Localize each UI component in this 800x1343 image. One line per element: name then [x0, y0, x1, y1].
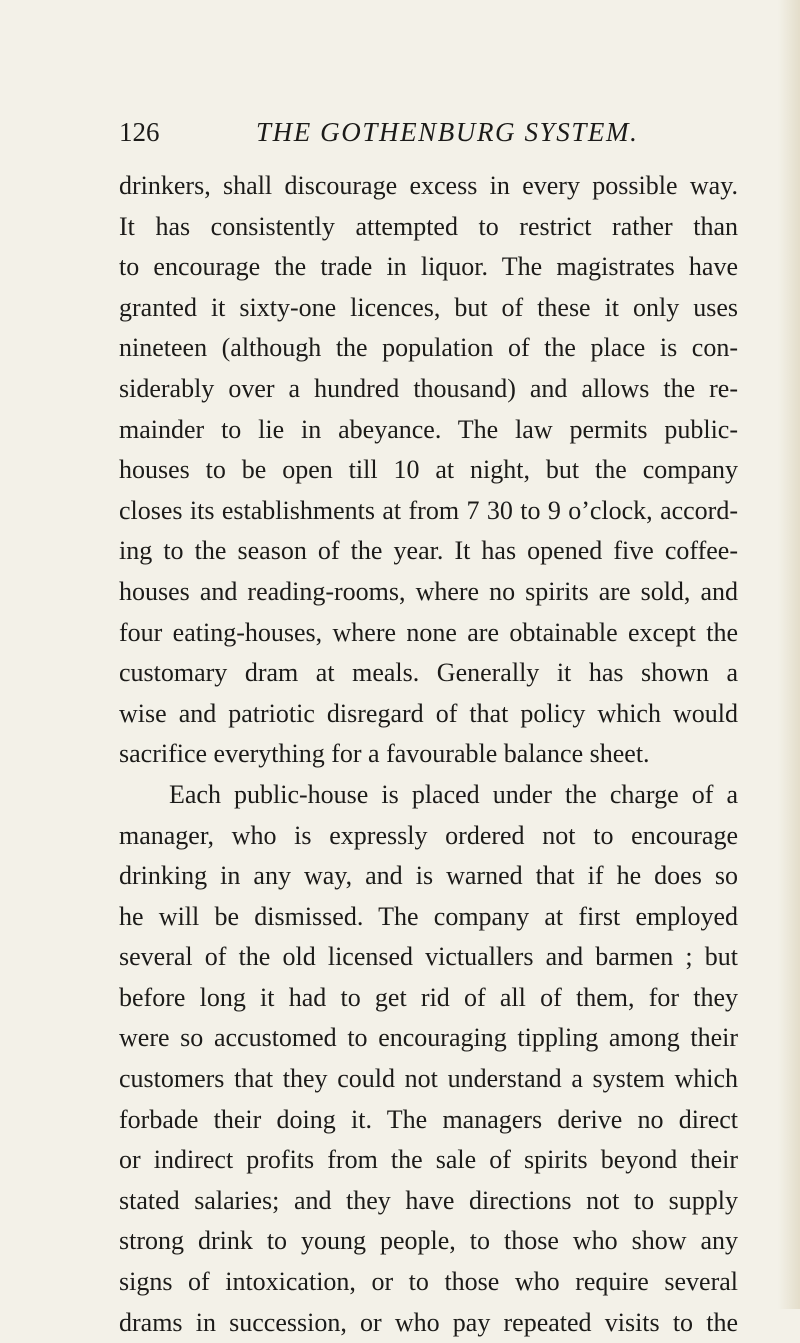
text-line: or indirect profits from the sale of spirits beyond their: [119, 1145, 738, 1175]
text-line: It has consistently attempted to restrict rather than: [119, 211, 738, 241]
running-title: THE GOTHENBURG SYSTEM.: [256, 117, 639, 147]
text-line: siderably over a hundred thousand) and allows the re-: [119, 373, 738, 403]
text-line: mainder to lie in abeyance. The law permits public-: [119, 414, 738, 444]
text-line: ing to the season of the year. It has opened five coffee-: [119, 536, 738, 566]
text-line: several of the old licensed victuallers and barmen ; but: [119, 942, 738, 972]
text-line: closes its establishments at from 7 30 to 9 o’clock, accord-: [119, 495, 738, 525]
text-line: stated salaries; and they have directions not to supply: [119, 1185, 738, 1215]
text-line: drams in succession, or who pay repeated visits to the: [119, 1307, 738, 1337]
text-line: drinking in any way, and is warned that if he does so: [119, 861, 738, 891]
page-number: 126: [119, 117, 160, 147]
paragraph-end-line: sacrifice everything for a favourable balance sheet.: [119, 739, 650, 769]
text-line: forbade their doing it. The managers derive no direct: [119, 1104, 738, 1134]
paragraph-start-line: Each public-house is placed under the charge of a: [169, 779, 738, 809]
text-line: strong drink to young people, to those who show any: [119, 1226, 738, 1256]
text-line: customers that they could not understand a system which: [119, 1064, 738, 1094]
page-edge-shadow: [778, 0, 800, 1309]
text-line: drinkers, shall discourage excess in every possible way.: [119, 171, 738, 200]
text-line: customary dram at meals. Generally it has shown a: [119, 658, 738, 688]
text-line: nineteen (although the population of the place is con-: [119, 333, 738, 363]
text-line: granted it sixty-one licences, but of these it only uses: [119, 292, 738, 322]
text-line: were so accustomed to encouraging tippling among their: [119, 1023, 738, 1053]
text-line: houses to be open till 10 at night, but the company: [119, 455, 738, 485]
text-line: manager, who is expressly ordered not to encourage: [119, 820, 738, 850]
body-text: [119, 166, 738, 1343]
text-line: before long it had to get rid of all of them, for they: [119, 982, 738, 1012]
text-line: to encourage the trade in liquor. The magistrates have: [119, 252, 738, 282]
text-line: houses and reading-rooms, where no spirits are sold, and: [119, 576, 738, 606]
text-line: four eating-houses, where none are obtainable except the: [119, 617, 738, 647]
text-line: wise and patriotic disregard of that policy which would: [119, 698, 738, 728]
text-line: signs of intoxication, or to those who require several: [119, 1267, 738, 1297]
running-head: [119, 112, 739, 152]
text-line: he will be dismissed. The company at first employed: [119, 901, 738, 931]
